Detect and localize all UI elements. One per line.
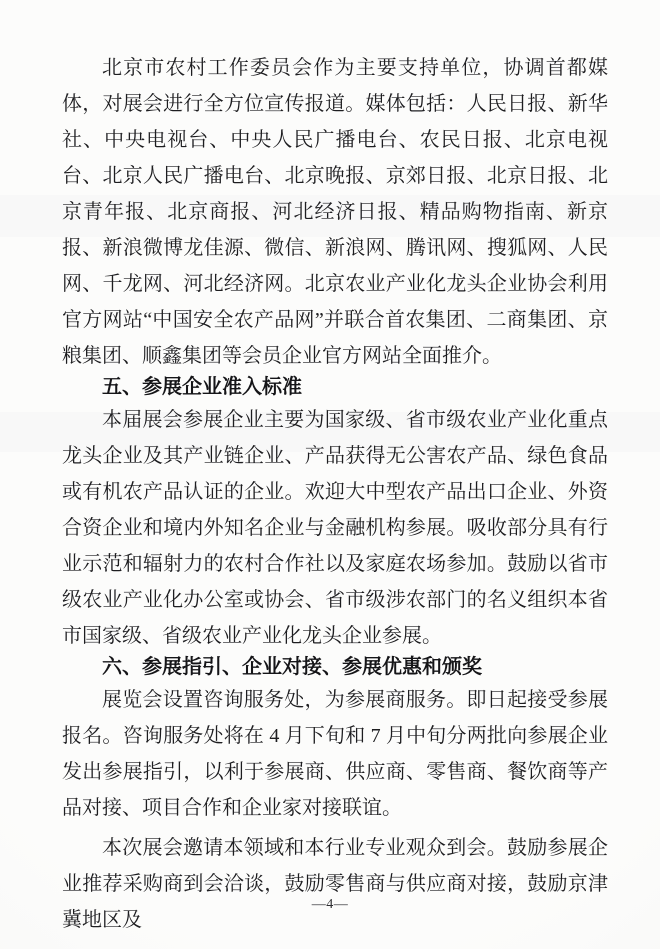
- section-heading: 六、参展指引、企业对接、参展优惠和颁奖: [102, 656, 482, 678]
- paragraph: 北京市农村工作委员会作为主要支持单位，协调首都媒体，对展会进行全方位宣传报道。媒体包括：人民日报、新华社、中央电视台、中央人民广播电台、农民日报、北京电视台、北京人民广播电台、北京晚报、京郊日报、北京日报、北京青年报、北京商报、河北经济日报、精品购物指南、新京报、新浪微博龙佳源、微信、新浪网、腾讯网、搜狐网、人民网、千龙网、河北经济网。北京农业产业化龙头企业协会利用官方网站“中国安全农产品网”并联合首农集团、二商集团、京粮集团、顺鑫集团等会员企业官方网站全面推介。: [62, 57, 608, 367]
- paragraph: 本届展会参展企业主要为国家级、省市级农业产业化重点龙头企业及其产业链企业、产品获得无公害农产品、绿色食品或有机农产品认证的企业。欢迎大中型农产品出口企业、外资合资企业和境内外知名企业与金融机构参展。吸收部分具有行业示范和辐射力的农村合作社以及家庭农场参加。鼓励以省市级农业产业化办公室或协会、省市级涉农部门的名义组织本省市国家级、省级农业产业化龙头企业参展。: [62, 409, 608, 647]
- section-heading: 五、参展企业准入标准: [102, 376, 302, 398]
- paragraph: 本次展会邀请本领域和本行业专业观众到会。鼓励参展企业推荐采购商到会洽谈，鼓励零售商与供应商对接，鼓励京津冀地区及: [62, 837, 608, 931]
- paragraph: 展览会设置咨询服务处，为参展商服务。即日起接受参展报名。咨询服务处将在 4 月下旬和 7 月中旬分两批向参展企业发出参展指引，以利于参展商、供应商、零售商、餐饮商等产品对接、项目合作和企业家对接联谊。: [62, 689, 608, 819]
- document-body: [62, 50, 608, 938]
- page-number: —4—: [311, 897, 349, 912]
